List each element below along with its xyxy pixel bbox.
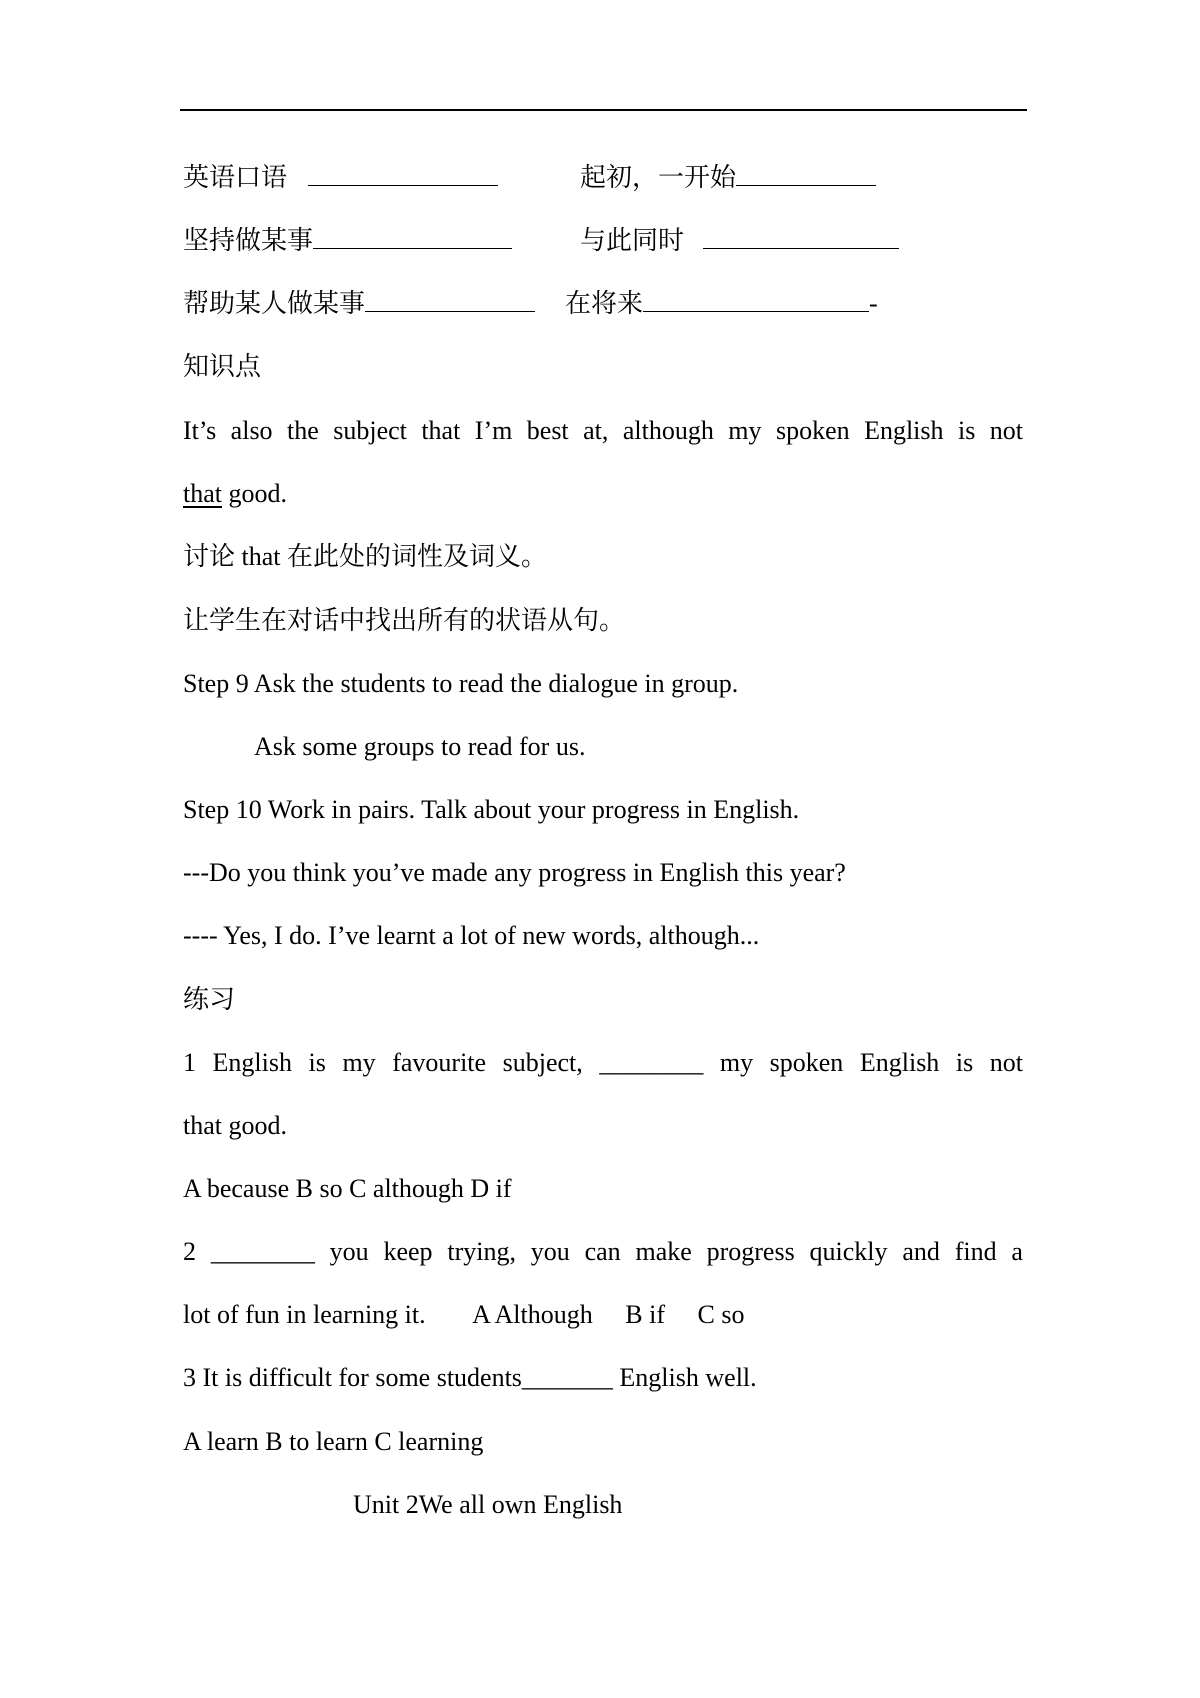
step-10: Step 10 Work in pairs. Talk about your progress in English. bbox=[183, 795, 800, 824]
dialogue-question: ---Do you think you’ve made any progress in English this year? bbox=[183, 858, 846, 887]
unit-title: Unit 2We all own English bbox=[353, 1490, 623, 1519]
answer-blank bbox=[365, 289, 535, 312]
knowledge-sentence-line-2 bbox=[183, 479, 287, 509]
header-rule bbox=[180, 109, 1027, 111]
q1-word: favourite bbox=[392, 1048, 487, 1077]
answer-blank bbox=[703, 226, 899, 249]
q2-word: make bbox=[635, 1237, 692, 1266]
trailing-dash: - bbox=[869, 289, 878, 318]
q1-word: my bbox=[719, 1048, 754, 1077]
question-3: 3 It is difficult for some students_______ English well. bbox=[183, 1363, 757, 1392]
q2-word: you bbox=[329, 1237, 369, 1266]
q1-word: English bbox=[212, 1048, 292, 1077]
question-1-options: A because B so C although D if bbox=[183, 1174, 512, 1203]
q1-word: spoken bbox=[769, 1048, 844, 1077]
vocab-row-3 bbox=[183, 289, 878, 319]
step-9: Step 9 Ask the students to read the dialogue in group. bbox=[183, 669, 739, 698]
discussion-instruction: 讨论 that 在此处的词性及词义。 bbox=[183, 542, 547, 571]
vocab-label: 起初，一开始 bbox=[580, 163, 737, 192]
vocab-label: 坚持做某事 bbox=[183, 226, 314, 255]
question-2-continuation: lot of fun in learning it. bbox=[183, 1300, 426, 1329]
question-1-line-1 bbox=[183, 1048, 1023, 1078]
question-1-line-2: that good. bbox=[183, 1111, 287, 1140]
knowledge-heading: 知识点 bbox=[183, 352, 262, 381]
q1-word: is bbox=[308, 1048, 326, 1077]
q2-word: quickly bbox=[809, 1237, 888, 1266]
knowledge-sentence-line-1: It’s also the subject that I’m best at, although my spoken English is not bbox=[183, 416, 1023, 445]
q1-word: ________ bbox=[599, 1048, 704, 1077]
vocab-row-1 bbox=[183, 163, 737, 193]
q1-word: is bbox=[955, 1048, 974, 1077]
q1-word: subject, bbox=[502, 1048, 583, 1077]
q2-word: and bbox=[902, 1237, 940, 1266]
answer-blank bbox=[313, 226, 512, 249]
vocab-label: 帮助某人做某事 bbox=[183, 289, 366, 318]
answer-blank bbox=[736, 163, 876, 186]
q2-word: progress bbox=[706, 1237, 795, 1266]
q2-word: a bbox=[1011, 1237, 1023, 1266]
q2-word: trying, bbox=[447, 1237, 516, 1266]
vocab-label: 与此同时 bbox=[580, 226, 685, 255]
q1-word: not bbox=[989, 1048, 1023, 1077]
question-2-option-b: B if bbox=[625, 1300, 665, 1329]
dialogue-answer: ---- Yes, I do. I’ve learnt a lot of new words, although... bbox=[183, 921, 760, 950]
question-2-line-2 bbox=[183, 1300, 744, 1330]
q2-word: ________ bbox=[210, 1237, 315, 1266]
answer-blank bbox=[308, 163, 498, 186]
underlined-word: that bbox=[183, 479, 222, 508]
question-2-option-a: A Although bbox=[472, 1300, 593, 1329]
q2-word: find bbox=[954, 1237, 997, 1266]
exercise-heading: 练习 bbox=[183, 985, 236, 1014]
q2-word: can bbox=[584, 1237, 621, 1266]
q2-word: 2 bbox=[183, 1237, 196, 1266]
task-instruction: 让学生在对话中找出所有的状语从句。 bbox=[183, 606, 626, 635]
q1-word: my bbox=[342, 1048, 376, 1077]
question-2-line-1 bbox=[183, 1237, 1023, 1267]
vocab-row-2 bbox=[183, 226, 685, 256]
question-3-options: A learn B to learn C learning bbox=[183, 1427, 484, 1456]
step-9-subtask: Ask some groups to read for us. bbox=[254, 732, 586, 761]
answer-blank bbox=[643, 289, 869, 312]
q1-word: 1 bbox=[183, 1048, 196, 1077]
vocab-label: 英语口语 bbox=[183, 163, 288, 192]
sentence-continuation: good. bbox=[222, 479, 287, 508]
q2-word: keep bbox=[383, 1237, 433, 1266]
vocab-label: 在将来 bbox=[565, 289, 644, 318]
q1-word: English bbox=[859, 1048, 940, 1077]
q2-word: you bbox=[530, 1237, 570, 1266]
question-2-option-c: C so bbox=[697, 1300, 745, 1329]
